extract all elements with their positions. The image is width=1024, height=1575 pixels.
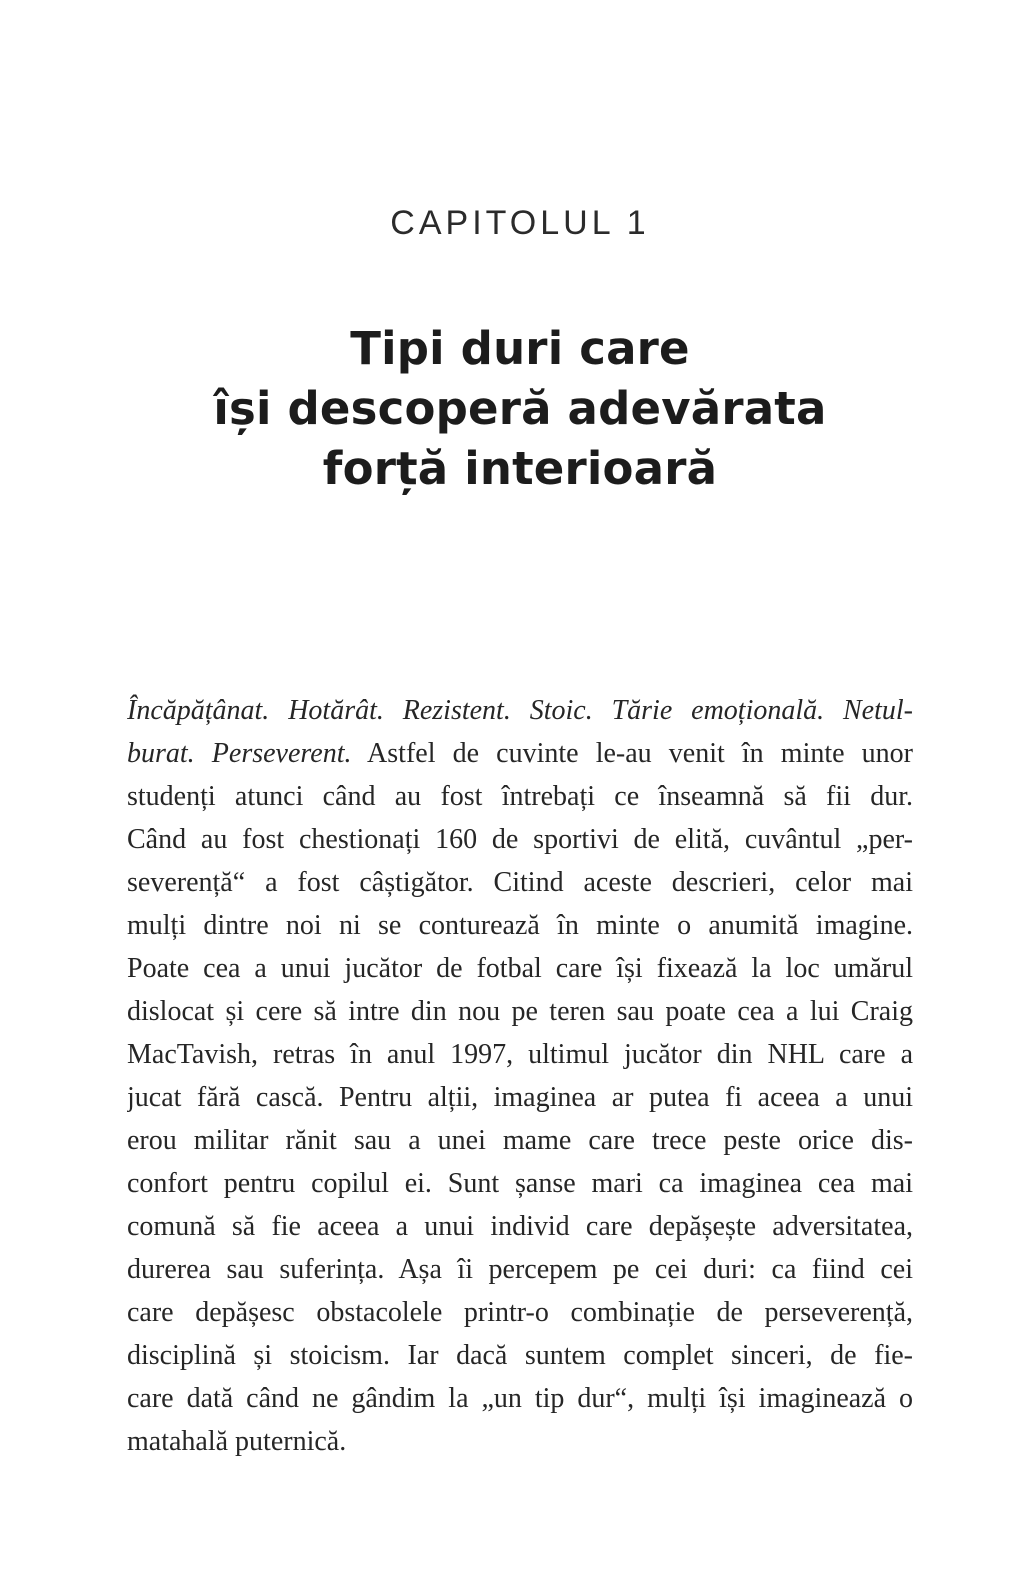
chapter-title-line: Tipi duri care	[350, 322, 690, 375]
body-line: mulți dintre noi ni se conturează în minte o anumită imagine.	[127, 910, 913, 941]
body-line: care depășesc obstacolele printr-o combinație de perseverență,	[127, 1297, 913, 1328]
chapter-title	[127, 319, 913, 499]
body-line: studenți atunci când au fost întrebați ce înseamnă să fii dur.	[127, 781, 913, 812]
body-line: comună să fie aceea a unui individ care depășește adversitatea,	[127, 1211, 913, 1242]
body-line: durerea sau suferința. Așa îi percepem pe cei duri: ca fiind cei	[127, 1254, 913, 1285]
chapter-label: CAPITOLUL 1	[390, 204, 650, 242]
chapter-title-line: își descoperă adevărata	[213, 382, 827, 435]
body-line: Poate cea a unui jucător de fotbal care își fixează la loc umărul	[127, 953, 913, 984]
chapter-title-line: forță interioară	[322, 442, 718, 495]
body-line: dislocat și cere să intre din nou pe teren sau poate cea a lui Craig	[127, 996, 913, 1027]
body-line: severență“ a fost câștigător. Citind aceste descrieri, celor mai	[127, 867, 913, 898]
body-line: burat. Perseverent. Astfel de cuvinte le-au venit în minte unor	[127, 738, 913, 769]
body-line: disciplină și stoicism. Iar dacă suntem complet sinceri, de fie-	[127, 1340, 913, 1371]
body-line: erou militar rănit sau a unei mame care trece peste orice dis-	[127, 1125, 913, 1156]
body-line: MacTavish, retras în anul 1997, ultimul jucător din NHL care a	[127, 1039, 913, 1070]
body-line: confort pentru copilul ei. Sunt șanse mari ca imaginea cea mai	[127, 1168, 913, 1199]
body-line: matahală puternică.	[127, 1426, 347, 1457]
body-line: care dată când ne gândim la „un tip dur“, mulți își imaginează o	[127, 1383, 913, 1414]
body-line: jucat fără cască. Pentru alții, imaginea ar putea fi aceea a unui	[127, 1082, 913, 1113]
body-line: Când au fost chestionați 160 de sportivi de elită, cuvântul „per-	[127, 824, 913, 855]
body-paragraph	[127, 689, 913, 1463]
body-line: Încăpățânat. Hotărât. Rezistent. Stoic. Tărie emoțională. Netul-	[127, 695, 913, 726]
